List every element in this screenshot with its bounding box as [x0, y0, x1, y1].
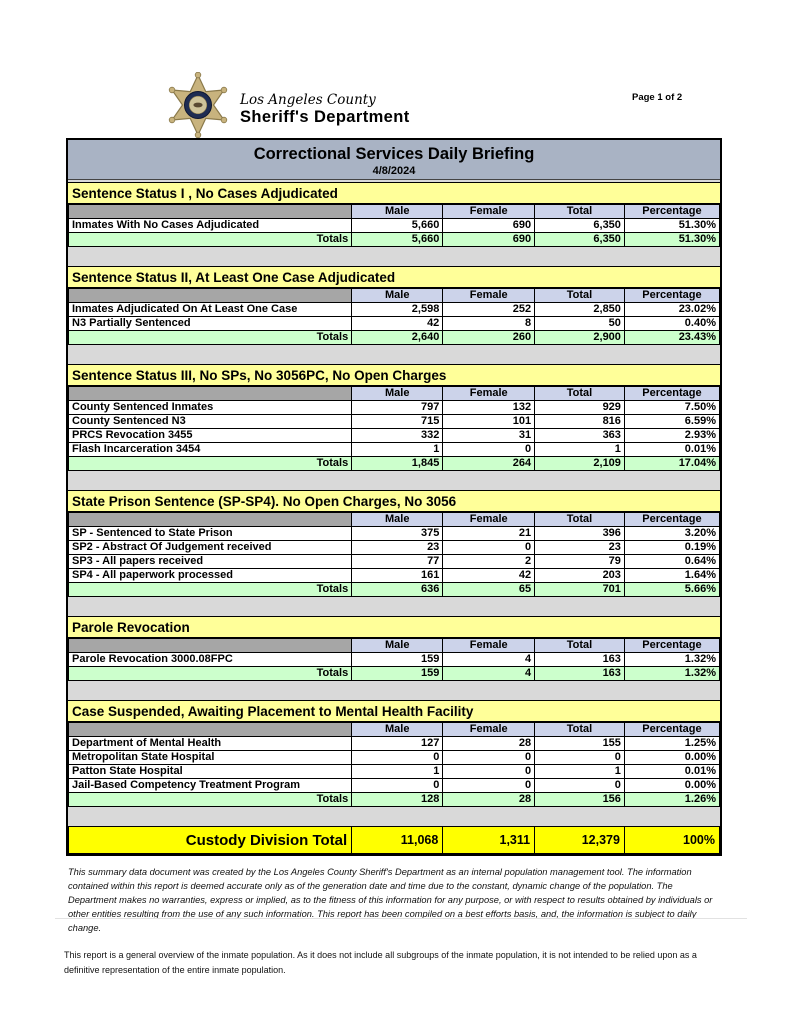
- totals-male: 159: [352, 667, 443, 681]
- section-table: [68, 204, 720, 247]
- table-row: [69, 303, 720, 317]
- cell-total: 396: [535, 527, 625, 541]
- totals-male: 1,845: [352, 457, 443, 471]
- totals-total: 6,350: [535, 233, 625, 247]
- column-header-percentage: Percentage: [624, 289, 719, 303]
- grand-total-female: 1,311: [443, 827, 535, 854]
- report-title: Correctional Services Daily Briefing: [253, 145, 535, 163]
- cell-female: 132: [443, 401, 535, 415]
- totals-male: 636: [352, 583, 443, 597]
- cell-female: 101: [443, 415, 535, 429]
- column-header-female: Female: [443, 513, 535, 527]
- table-row: [69, 541, 720, 555]
- cell-male: 0: [352, 779, 443, 793]
- grand-total-percentage: 100%: [624, 827, 719, 854]
- totals-female: 264: [443, 457, 535, 471]
- cell-female: 2: [443, 555, 535, 569]
- totals-percentage: 51.30%: [624, 233, 719, 247]
- column-header-percentage: Percentage: [624, 205, 719, 219]
- cell-percentage: 23.02%: [624, 303, 719, 317]
- logo-department-name: Sheriff's Department: [240, 107, 410, 126]
- column-header-percentage: Percentage: [624, 387, 719, 401]
- totals-female: 690: [443, 233, 535, 247]
- cell-male: 1: [352, 765, 443, 779]
- table-row: [69, 751, 720, 765]
- row-label: SP4 - All paperwork processed: [69, 569, 352, 583]
- cell-percentage: 51.30%: [624, 219, 719, 233]
- column-header-row: [69, 387, 720, 401]
- cell-total: 1: [535, 443, 625, 457]
- column-header-percentage: Percentage: [624, 723, 719, 737]
- cell-male: 77: [352, 555, 443, 569]
- cell-male: 1: [352, 443, 443, 457]
- totals-percentage: 1.32%: [624, 667, 719, 681]
- cell-total: 23: [535, 541, 625, 555]
- table-row: [69, 429, 720, 443]
- column-header-spacer: [69, 289, 352, 303]
- table-row: [69, 569, 720, 583]
- column-header-total: Total: [535, 639, 625, 653]
- column-header-spacer: [69, 639, 352, 653]
- totals-row: [69, 793, 720, 807]
- cell-percentage: 0.01%: [624, 443, 719, 457]
- totals-total: 701: [535, 583, 625, 597]
- column-header-female: Female: [443, 205, 535, 219]
- cell-total: 2,850: [535, 303, 625, 317]
- logo-county-name: Los Angeles County: [240, 91, 376, 108]
- cell-total: 6,350: [535, 219, 625, 233]
- report-banner: [68, 140, 720, 180]
- totals-female: 260: [443, 331, 535, 345]
- cell-percentage: 0.00%: [624, 751, 719, 765]
- row-label: PRCS Revocation 3455: [69, 429, 352, 443]
- cell-female: 0: [443, 751, 535, 765]
- column-header-spacer: [69, 387, 352, 401]
- totals-row: [69, 331, 720, 345]
- row-label: SP3 - All papers received: [69, 555, 352, 569]
- totals-label: Totals: [69, 457, 352, 471]
- cell-male: 23: [352, 541, 443, 555]
- column-header-male: Male: [352, 205, 443, 219]
- cell-female: 0: [443, 765, 535, 779]
- column-header-percentage: Percentage: [624, 639, 719, 653]
- cell-percentage: 0.01%: [624, 765, 719, 779]
- totals-male: 2,640: [352, 331, 443, 345]
- table-row: [69, 415, 720, 429]
- totals-total: 156: [535, 793, 625, 807]
- column-header-total: Total: [535, 513, 625, 527]
- row-label: Parole Revocation 3000.08FPC: [69, 653, 352, 667]
- column-header-row: [69, 205, 720, 219]
- totals-percentage: 23.43%: [624, 331, 719, 345]
- row-label: County Sentenced Inmates: [69, 401, 352, 415]
- totals-label: Totals: [69, 331, 352, 345]
- cell-total: 79: [535, 555, 625, 569]
- row-label: Patton State Hospital: [69, 765, 352, 779]
- section-table: [68, 386, 720, 471]
- cell-total: 816: [535, 415, 625, 429]
- section-6: [68, 700, 720, 807]
- cell-percentage: 1.64%: [624, 569, 719, 583]
- cell-female: 21: [443, 527, 535, 541]
- table-row: [69, 765, 720, 779]
- column-header-male: Male: [352, 513, 443, 527]
- page-indicator: Page 1 of 2: [632, 92, 683, 103]
- section-table: [68, 638, 720, 681]
- table-row: [69, 555, 720, 569]
- row-label: SP - Sentenced to State Prison: [69, 527, 352, 541]
- table-row: [69, 527, 720, 541]
- section-title: Sentence Status III, No SPs, No 3056PC, No Open Charges: [68, 364, 720, 386]
- totals-row: [69, 583, 720, 597]
- totals-female: 28: [443, 793, 535, 807]
- cell-female: 4: [443, 653, 535, 667]
- row-label: SP2 - Abstract Of Judgement received: [69, 541, 352, 555]
- table-row: [69, 779, 720, 793]
- cell-male: 2,598: [352, 303, 443, 317]
- cell-female: 8: [443, 317, 535, 331]
- column-header-row: [69, 723, 720, 737]
- cell-total: 203: [535, 569, 625, 583]
- totals-percentage: 17.04%: [624, 457, 719, 471]
- cell-male: 161: [352, 569, 443, 583]
- cell-female: 0: [443, 541, 535, 555]
- cell-percentage: 6.59%: [624, 415, 719, 429]
- cell-male: 127: [352, 737, 443, 751]
- row-label: Inmates With No Cases Adjudicated: [69, 219, 352, 233]
- report-date: 4/8/2024: [372, 165, 416, 177]
- section-title: Case Suspended, Awaiting Placement to Mental Health Facility: [68, 700, 720, 722]
- column-header-spacer: [69, 205, 352, 219]
- briefing-block: [66, 138, 722, 856]
- grand-total-label: Custody Division Total: [69, 827, 352, 854]
- header-logo: [166, 72, 410, 140]
- row-label: County Sentenced N3: [69, 415, 352, 429]
- totals-label: Totals: [69, 793, 352, 807]
- column-header-spacer: [69, 723, 352, 737]
- section-2: [68, 266, 720, 345]
- column-header-row: [69, 289, 720, 303]
- cell-male: 332: [352, 429, 443, 443]
- totals-label: Totals: [69, 583, 352, 597]
- cell-total: 0: [535, 751, 625, 765]
- cell-female: 42: [443, 569, 535, 583]
- totals-row: [69, 233, 720, 247]
- column-header-male: Male: [352, 289, 443, 303]
- totals-row: [69, 457, 720, 471]
- table-row: [69, 653, 720, 667]
- column-header-female: Female: [443, 723, 535, 737]
- column-header-total: Total: [535, 205, 625, 219]
- custody-division-total-table: [68, 826, 720, 854]
- totals-total: 2,900: [535, 331, 625, 345]
- cell-percentage: 0.64%: [624, 555, 719, 569]
- footer-divider: [55, 918, 747, 919]
- section-title: Sentence Status I , No Cases Adjudicated: [68, 182, 720, 204]
- cell-male: 375: [352, 527, 443, 541]
- cell-percentage: 0.40%: [624, 317, 719, 331]
- cell-male: 159: [352, 653, 443, 667]
- column-header-female: Female: [443, 289, 535, 303]
- cell-percentage: 7.50%: [624, 401, 719, 415]
- totals-percentage: 5.66%: [624, 583, 719, 597]
- overview-note-text: This report is a general overview of the inmate population. As it does not include all subgroups of the inmate population, it is not intended to be relied upon as a definitive representation of the entire inmate population.: [64, 950, 697, 976]
- cell-percentage: 3.20%: [624, 527, 719, 541]
- section-table: [68, 288, 720, 345]
- totals-percentage: 1.26%: [624, 793, 719, 807]
- row-label: Jail-Based Competency Treatment Program: [69, 779, 352, 793]
- section-title: Parole Revocation: [68, 616, 720, 638]
- cell-total: 50: [535, 317, 625, 331]
- row-label: Inmates Adjudicated On At Least One Case: [69, 303, 352, 317]
- section-5: [68, 616, 720, 681]
- cell-female: 0: [443, 443, 535, 457]
- cell-percentage: 0.00%: [624, 779, 719, 793]
- table-row: [69, 219, 720, 233]
- cell-percentage: 1.32%: [624, 653, 719, 667]
- section-table: [68, 722, 720, 807]
- cell-female: 31: [443, 429, 535, 443]
- column-header-male: Male: [352, 639, 443, 653]
- cell-percentage: 1.25%: [624, 737, 719, 751]
- column-header-spacer: [69, 513, 352, 527]
- column-header-total: Total: [535, 289, 625, 303]
- column-header-total: Total: [535, 387, 625, 401]
- totals-total: 163: [535, 667, 625, 681]
- cell-total: 163: [535, 653, 625, 667]
- sections-host: [68, 182, 720, 807]
- section-table: [68, 512, 720, 597]
- totals-row: [69, 667, 720, 681]
- totals-male: 128: [352, 793, 443, 807]
- section-4: [68, 490, 720, 597]
- cell-male: 797: [352, 401, 443, 415]
- cell-percentage: 0.19%: [624, 541, 719, 555]
- section-1: [68, 182, 720, 247]
- column-header-male: Male: [352, 723, 443, 737]
- section-3: [68, 364, 720, 471]
- column-header-row: [69, 639, 720, 653]
- column-header-row: [69, 513, 720, 527]
- logo-text: [240, 87, 410, 126]
- table-row: [69, 317, 720, 331]
- totals-female: 65: [443, 583, 535, 597]
- column-header-female: Female: [443, 387, 535, 401]
- cell-total: 1: [535, 765, 625, 779]
- cell-total: 0: [535, 779, 625, 793]
- cell-female: 690: [443, 219, 535, 233]
- totals-label: Totals: [69, 667, 352, 681]
- cell-total: 363: [535, 429, 625, 443]
- totals-label: Totals: [69, 233, 352, 247]
- column-header-total: Total: [535, 723, 625, 737]
- table-row: [69, 401, 720, 415]
- sheriff-star-badge-icon: [166, 72, 230, 140]
- cell-total: 929: [535, 401, 625, 415]
- cell-male: 5,660: [352, 219, 443, 233]
- totals-male: 5,660: [352, 233, 443, 247]
- cell-male: 0: [352, 751, 443, 765]
- cell-total: 155: [535, 737, 625, 751]
- cell-female: 0: [443, 779, 535, 793]
- section-title: Sentence Status II, At Least One Case Adjudicated: [68, 266, 720, 288]
- cell-percentage: 2.93%: [624, 429, 719, 443]
- row-label: Department of Mental Health: [69, 737, 352, 751]
- cell-female: 28: [443, 737, 535, 751]
- custody-division-total-row: [69, 827, 720, 854]
- column-header-female: Female: [443, 639, 535, 653]
- grand-total-total: 12,379: [535, 827, 625, 854]
- row-label: Flash Incarceration 3454: [69, 443, 352, 457]
- column-header-male: Male: [352, 387, 443, 401]
- disclaimer-text: This summary data document was created by the Los Angeles County Sheriff's Department as an internal population management tool. The information contained within this report is deemed accurate only as of the generation date and time due to the constant, dynamic change of the population. The Department makes no warranties, express or implied, as to the fitness of this information for any purpose, or with respect to results obtained by individuals or other entities resulting from the use of any such information. This report has been compiled on a best efforts basis, and, the information is subject to daily change.: [68, 867, 713, 933]
- column-header-percentage: Percentage: [624, 513, 719, 527]
- cell-male: 42: [352, 317, 443, 331]
- cell-male: 715: [352, 415, 443, 429]
- totals-total: 2,109: [535, 457, 625, 471]
- row-label: Metropolitan State Hospital: [69, 751, 352, 765]
- table-row: [69, 443, 720, 457]
- totals-female: 4: [443, 667, 535, 681]
- section-title: State Prison Sentence (SP-SP4). No Open Charges, No 3056: [68, 490, 720, 512]
- grand-total-male: 11,068: [352, 827, 443, 854]
- cell-female: 252: [443, 303, 535, 317]
- row-label: N3 Partially Sentenced: [69, 317, 352, 331]
- table-row: [69, 737, 720, 751]
